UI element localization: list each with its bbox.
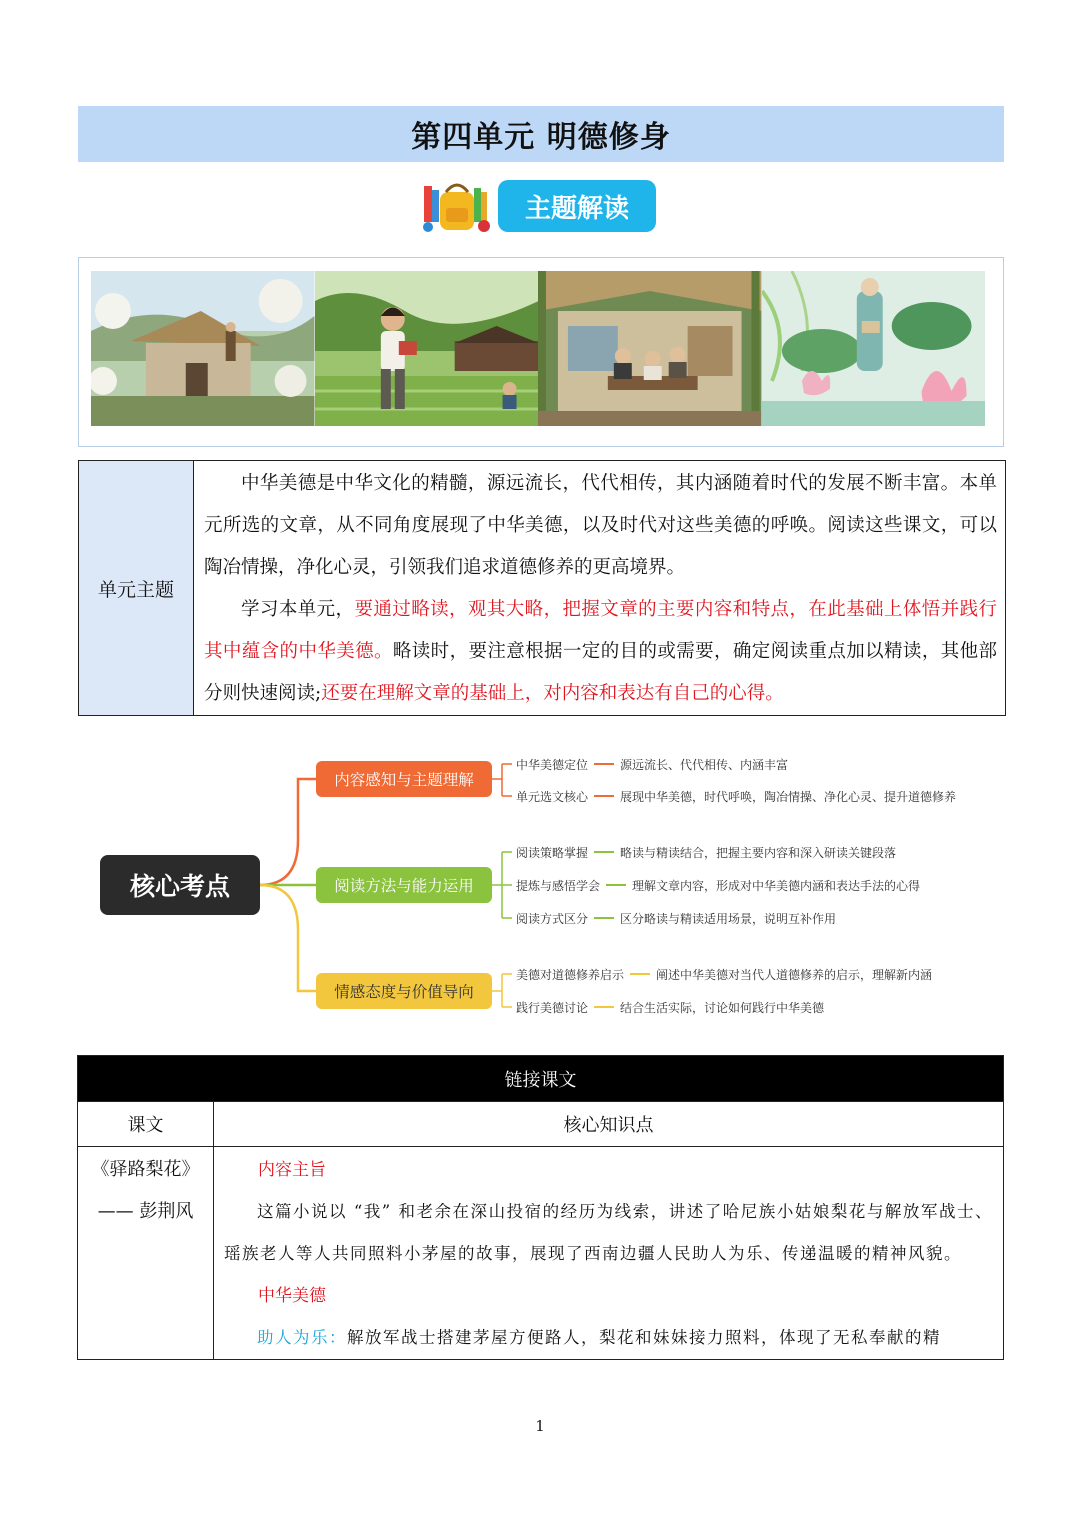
thatched-study-image <box>538 271 762 426</box>
rice-field-girl-image <box>315 271 539 426</box>
column-header-knowledge: 核心知识点 <box>214 1102 1004 1147</box>
table-title: 链接课文 <box>78 1056 1004 1102</box>
unit-theme-table <box>78 460 1006 716</box>
unit-title: 第四单元 明德修身 <box>411 120 671 155</box>
pear-blossom-hut-image <box>91 271 315 426</box>
theme-p2-middle: 略读时，要注意根据一定的目的或需要，确定阅读重点加以精读，其他部分则快速阅读; <box>204 641 997 704</box>
unit-theme-content <box>194 461 1005 715</box>
theme-paragraph-2 <box>204 589 997 715</box>
section-heading-theme: 内容主旨 <box>258 1160 326 1180</box>
illustration-gallery <box>78 257 1004 447</box>
leaf-key: 阅读方式区分 <box>516 911 589 926</box>
mindmap-leaf <box>516 755 788 773</box>
theme-p2-lead: 学习本单元， <box>241 599 355 620</box>
theme-badge <box>418 178 656 234</box>
mindmap-branch-1: 内容感知与主题理解 <box>316 761 492 797</box>
mindmap-center-node: 核心考点 <box>100 855 260 915</box>
leaf-value: 结合生活实际，讨论如何践行中华美德 <box>620 1000 825 1015</box>
leaf-key: 提炼与感悟学会 <box>516 878 601 893</box>
mindmap-branch-3: 情感态度与价值导向 <box>316 973 492 1009</box>
core-points-mindmap <box>88 740 988 1020</box>
mindmap-leaf <box>516 909 836 927</box>
leaf-value: 阐述中华美德对当代人道德修养的启示，理解新内涵 <box>656 967 933 982</box>
virtue-paragraph <box>224 1317 993 1359</box>
mindmap-branch-2: 阅读方法与能力运用 <box>316 867 492 903</box>
theme-p2-highlight-2: 还要在理解文章的基础上，对内容和表达有自己的心得。 <box>321 683 784 704</box>
leaf-key: 单元选文核心 <box>516 789 589 804</box>
course-title: 《驿路梨花》 <box>91 1159 200 1180</box>
mindmap-leaf <box>516 876 920 894</box>
leaf-key: 践行美德讨论 <box>516 1000 589 1015</box>
course-author: —— 彭荆风 <box>97 1201 194 1222</box>
virtue-label: 助人为乐： <box>257 1328 347 1347</box>
leaf-value: 略读与精读结合，把握主要内容和深入研读关键段落 <box>620 845 897 860</box>
column-header-text: 课文 <box>78 1102 214 1147</box>
linked-texts-table <box>77 1055 1004 1360</box>
theme-paragraph-1: 中华美德是中华文化的精髓，源远流长，代代相传，其内涵随着时代的发展不断丰富。本单元所选的文章，从不同角度展现了中华美德，以及时代对这些美德的呼唤。阅读这些课文，可以陶冶情操，净化心灵，引领我们追求道德修养的更高境界。 <box>204 473 997 578</box>
leaf-key: 阅读策略掌握 <box>516 845 589 860</box>
lotus-scholar-image <box>762 271 986 426</box>
mindmap-leaf <box>516 965 932 983</box>
leaf-key: 中华美德定位 <box>516 757 589 772</box>
knowledge-cell <box>214 1147 1004 1360</box>
mindmap-leaf <box>516 787 956 805</box>
leaf-key: 美德对道德修养启示 <box>516 967 625 982</box>
leaf-value: 展现中华美德，时代呼唤，陶冶情操、净化心灵、提升道德修养 <box>620 789 957 804</box>
theme-badge-label: 主题解读 <box>498 180 656 232</box>
mindmap-leaf <box>516 998 824 1016</box>
course-title-cell <box>78 1147 214 1360</box>
virtue-text: 解放军战士搭建茅屋方便路人，梨花和妹妹接力照料，体现了无私奉献的精 <box>347 1328 941 1347</box>
leaf-value: 理解文章内容，形成对中华美德内涵和表达手法的心得 <box>632 878 921 893</box>
section-heading-virtue: 中华美德 <box>258 1286 326 1306</box>
theme-summary: 这篇小说以 “我” 和老余在深山投宿的经历为线索，讲述了哈尼族小姑娘梨花与解放军战士、瑶族老人等人共同照料小茅屋的故事，展现了西南边疆人民助人为乐、传递温暖的精神风貌。 <box>224 1202 993 1263</box>
school-bag-icon <box>418 178 494 234</box>
theme-p2-highlight-1: 要通过略读，观其大略，把握文章的主要内容和特点，在此基础上体悟并践行其中蕴含的中华美德。 <box>204 599 997 662</box>
leaf-value: 区分略读与精读适用场景，说明互补作用 <box>620 911 837 926</box>
unit-theme-label: 单元主题 <box>79 461 194 715</box>
mindmap-leaf <box>516 843 896 861</box>
unit-title-bar <box>78 106 1004 162</box>
table-row <box>78 1147 1004 1360</box>
page-number: 1 <box>535 1417 545 1435</box>
leaf-value: 源远流长、代代相传、内涵丰富 <box>620 757 789 772</box>
